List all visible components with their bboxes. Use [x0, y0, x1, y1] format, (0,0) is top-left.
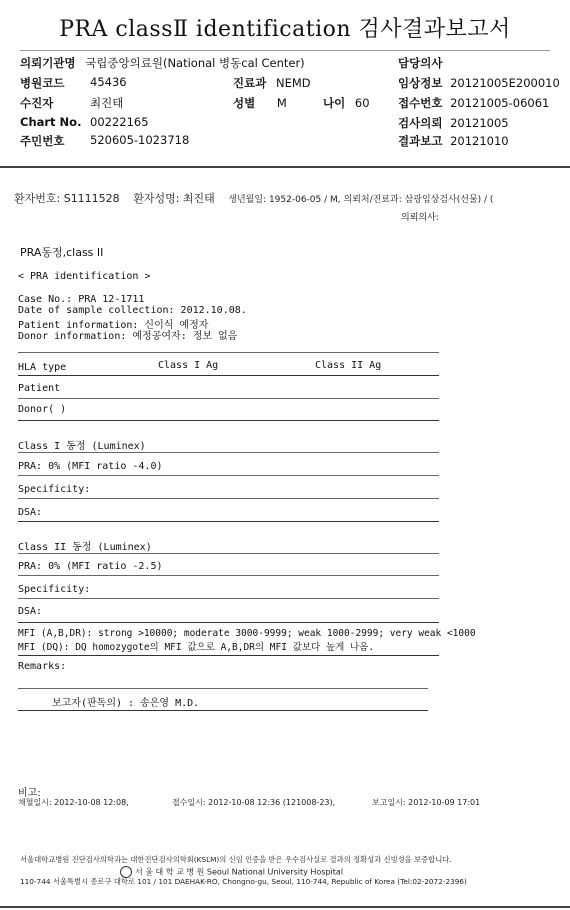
resident-no-value: 520605-1023718: [90, 133, 190, 147]
class1-dsa: DSA:: [18, 507, 43, 518]
test-request-value: 20121005: [450, 116, 509, 130]
age-row: [323, 95, 370, 111]
divider: [18, 375, 439, 376]
patient-details: 생년월일: 1952-06-05 / M, 의뢰처/진료과: 삼광임상검사(선물) / (: [228, 195, 494, 205]
hospital-address: 110-744 서울특별시 종로구 대학로 101 / 101 DAEHAK-RO, Chongno-gu, Seoul, 110-744, Republic of Korea (Tel:02-2072-2396): [20, 877, 467, 886]
report-date-label: 결과보고: [398, 134, 443, 148]
class2-ag-header: Class II Ag: [315, 360, 382, 371]
patient-number: 환자번호: S1111528: [14, 192, 120, 205]
divider: [18, 655, 439, 656]
chart-no-row: [20, 115, 149, 129]
department-value: NEMD: [275, 76, 311, 90]
class1-pra: PRA: 0% (MFI ratio -4.0): [18, 461, 163, 472]
bottom-border: [0, 906, 570, 908]
report-time: 보고일시: 2012-10-09 17:01: [372, 798, 481, 807]
report-date-value: 20121010: [450, 134, 509, 148]
section-heading: < PRA identification >: [18, 271, 151, 282]
class2-dsa: DSA:: [18, 606, 43, 617]
report-header: [0, 0, 570, 168]
patient-row: [20, 95, 124, 111]
patient-name: 환자성명: 최진태: [133, 192, 215, 205]
clinical-info-value: 20121005E200010: [450, 76, 560, 90]
age-value: 60: [354, 96, 370, 110]
patient-hla: Patient: [18, 383, 61, 394]
divider: [18, 352, 439, 353]
test-request-row: [398, 115, 509, 131]
institution-row: [20, 55, 305, 71]
mfi-note-2: MFI (DQ): DQ homozygote의 MFI 값으로 A,B,DR의 MFI 값보다 높게 나옴.: [18, 642, 375, 653]
divider: [18, 475, 439, 476]
class2-pra: PRA: 0% (MFI ratio -2.5): [18, 561, 163, 572]
receipt-time: 접수일시: 2012-10-08 12:36 (121008-23),: [172, 798, 336, 807]
divider: [18, 420, 439, 421]
hospital-code-value: 45436: [90, 75, 127, 89]
divider: [18, 575, 439, 576]
age-label: 나이: [323, 96, 346, 110]
attending-doctor: [398, 55, 442, 71]
hla-type-label: HLA type: [18, 362, 67, 373]
department-row: [233, 75, 311, 91]
patient-info-bar: [14, 190, 493, 206]
reporter: 보고자(판독의) : 송은영 M.D.: [52, 698, 200, 709]
department-label: 진료과: [233, 76, 267, 90]
attending-label: 담당의사: [398, 56, 443, 70]
divider: [18, 521, 439, 522]
divider: [18, 710, 428, 711]
report-heading: PRA동정,class II: [20, 246, 104, 259]
patient-value: 최진태: [90, 96, 124, 110]
divider: [18, 498, 439, 499]
divider: [18, 688, 428, 689]
divider: [18, 398, 439, 399]
patient-label: 수진자: [20, 96, 54, 110]
institution-label: 의뢰기관명: [20, 56, 76, 70]
chart-no-label: Chart No.: [20, 115, 82, 129]
clinical-info-label: 임상정보: [398, 76, 443, 90]
case-number: Case No.: PRA 12-1711: [18, 294, 145, 305]
resident-no-row: [20, 133, 190, 149]
hospital-name-text: 서 울 대 학 교 병 원 Seoul National University Hospital: [135, 867, 344, 877]
title-divider: [20, 50, 550, 51]
class2-title: Class II 동정 (Luminex): [18, 542, 152, 553]
clinical-info-row: [398, 75, 560, 91]
institution-value: 국립중앙의료원(National 병동cal Center): [85, 56, 305, 70]
mfi-note-1: MFI (A,B,DR): strong >10000; moderate 3000-9999; weak 1000-2999; very weak <1000: [18, 628, 476, 639]
class1-title: Class I 동정 (Luminex): [18, 441, 146, 452]
certification-note: 서울대학교병원 진단검사의학과는 대한진단검사의학회(KSLM)의 신임 인증을 받은 우수검사실로 결과의 정확성과 신빙성을 보증합니다.: [20, 855, 452, 864]
divider: [18, 598, 439, 599]
divider: [18, 553, 439, 554]
donor-hla: Donor( ): [18, 404, 67, 415]
receipt-label: 접수번호: [398, 96, 443, 110]
sex-value: M: [276, 96, 287, 110]
hospital-code-label: 병원코드: [20, 76, 65, 90]
resident-no-label: 주민번호: [20, 134, 65, 148]
divider: [18, 452, 439, 453]
receipt-value: 20121005-06061: [450, 96, 550, 110]
class1-specificity: Specificity:: [18, 484, 91, 495]
collection-date: Date of sample collection: 2012.10.08.: [18, 305, 247, 316]
note-label: 비고:: [18, 788, 41, 799]
report-date-row: [398, 133, 509, 149]
class1-ag-header: Class I Ag: [158, 360, 219, 371]
receipt-row: [398, 95, 549, 111]
donor-information: Donor information: 예정공여자: 정보 없음: [18, 331, 238, 342]
sex-label: 성별: [233, 96, 256, 110]
patient-information: Patient information: 신이식 예정자: [18, 320, 209, 331]
requesting-doctor: 의뢰의사:: [401, 213, 439, 223]
remarks-label: Remarks:: [18, 661, 67, 672]
sex-row: [233, 95, 287, 111]
chart-no-value: 00222165: [90, 115, 149, 129]
class2-specificity: Specificity:: [18, 584, 91, 595]
divider: [18, 622, 439, 623]
collection-time: 채혈일시: 2012-10-08 12:08,: [18, 798, 129, 807]
test-request-label: 검사의뢰: [398, 116, 443, 130]
hospital-code-row: [20, 75, 127, 91]
document-title: PRA classⅡ identification 검사결과보고서: [59, 17, 511, 42]
